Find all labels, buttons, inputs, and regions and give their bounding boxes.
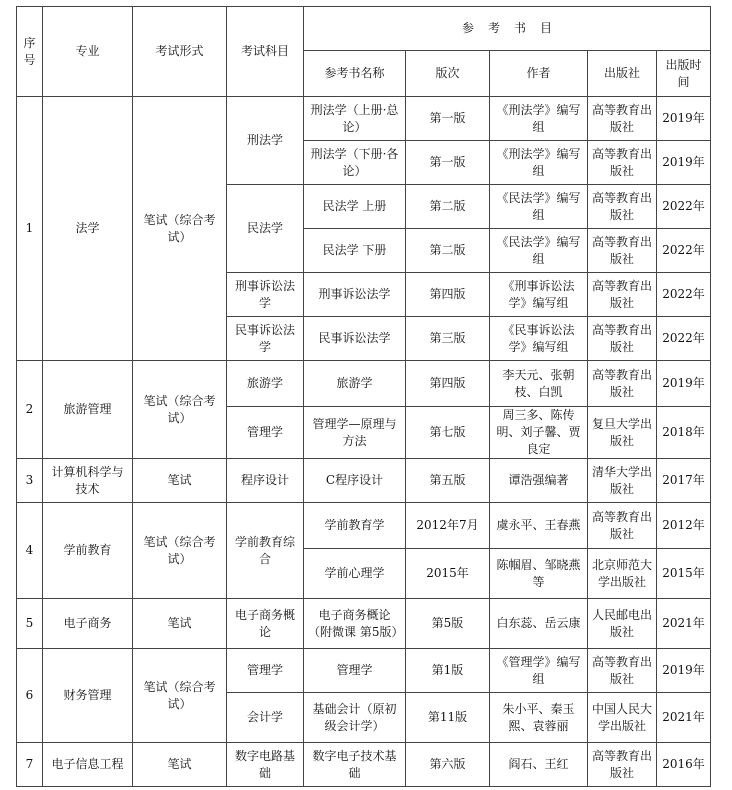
table-row: [17, 599, 711, 649]
year-cell: 2021年: [657, 599, 711, 649]
year-cell: 2022年: [657, 185, 711, 229]
book-name-cell: 民事诉讼法学: [304, 317, 406, 361]
subject-cell: 民事诉讼法学: [227, 317, 304, 361]
author-cell: 谭浩强编著: [490, 459, 588, 503]
publisher-cell: 北京师范大学出版社: [588, 549, 657, 599]
year-cell: 2012年: [657, 503, 711, 549]
publisher-cell: 中国人民大学出版社: [588, 693, 657, 743]
seq-cell: 7: [17, 743, 43, 787]
book-name-cell: 基础会计（原初级会计学）: [304, 693, 406, 743]
author-cell: 虞永平、王春燕: [490, 503, 588, 549]
subject-cell: 数字电路基础: [227, 743, 304, 787]
publisher-cell: 复旦大学出版社: [588, 407, 657, 459]
author-cell: 《民法学》编写组: [490, 229, 588, 273]
book-name-cell: 刑事诉讼法学: [304, 273, 406, 317]
publisher-cell: 高等教育出版社: [588, 317, 657, 361]
publisher-cell: 高等教育出版社: [588, 743, 657, 787]
seq-cell: 5: [17, 599, 43, 649]
publisher-cell: 高等教育出版社: [588, 141, 657, 185]
major-cell: 电子商务: [43, 599, 133, 649]
author-cell: 《民事诉讼法学》编写组: [490, 317, 588, 361]
publisher-cell: 高等教育出版社: [588, 649, 657, 693]
book-name-cell: 数字电子技术基础: [304, 743, 406, 787]
edition-cell: 第5版: [406, 599, 490, 649]
header-row: [17, 7, 711, 51]
publisher-cell: 高等教育出版社: [588, 229, 657, 273]
table-row: [17, 97, 711, 141]
author-cell: 《民法学》编写组: [490, 185, 588, 229]
edition-cell: 第七版: [406, 407, 490, 459]
exam-form-cell: 笔试（综合考试）: [133, 649, 227, 743]
table-row: [17, 361, 711, 407]
subject-cell: 电子商务概论: [227, 599, 304, 649]
author-cell: 陈帼眉、邹晓燕等: [490, 549, 588, 599]
year-cell: 2015年: [657, 549, 711, 599]
exam-form-cell: 笔试: [133, 743, 227, 787]
edition-cell: 第五版: [406, 459, 490, 503]
subject-cell: 民法学: [227, 185, 304, 273]
book-name-cell: 民法学 上册: [304, 185, 406, 229]
edition-cell: 第二版: [406, 229, 490, 273]
table-row: [17, 743, 711, 787]
year-cell: 2016年: [657, 743, 711, 787]
table-row: [17, 459, 711, 503]
publisher-cell: 高等教育出版社: [588, 185, 657, 229]
subject-cell: 程序设计: [227, 459, 304, 503]
book-name-cell: 刑法学（上册·总论）: [304, 97, 406, 141]
publisher-cell: 人民邮电出版社: [588, 599, 657, 649]
header-author: 作者: [490, 51, 588, 97]
exam-form-cell: 笔试（综合考试）: [133, 97, 227, 361]
publisher-cell: 清华大学出版社: [588, 459, 657, 503]
book-name-cell: 学前教育学: [304, 503, 406, 549]
author-cell: 白东蕊、岳云康: [490, 599, 588, 649]
header-pub-time: 出版时间: [657, 51, 711, 97]
exam-form-cell: 笔试: [133, 599, 227, 649]
seq-cell: 6: [17, 649, 43, 743]
header-books: 参考书目: [304, 7, 711, 51]
edition-cell: 第四版: [406, 361, 490, 407]
header-exam-form: 考试形式: [133, 7, 227, 97]
author-cell: 李天元、张朝枝、白凯: [490, 361, 588, 407]
publisher-cell: 高等教育出版社: [588, 361, 657, 407]
header-edition: 版次: [406, 51, 490, 97]
edition-cell: 第11版: [406, 693, 490, 743]
publisher-cell: 高等教育出版社: [588, 97, 657, 141]
reference-books-table: [16, 6, 711, 787]
major-cell: 财务管理: [43, 649, 133, 743]
year-cell: 2022年: [657, 273, 711, 317]
edition-cell: 第六版: [406, 743, 490, 787]
header-seq: 序号: [17, 7, 43, 97]
seq-cell: 3: [17, 459, 43, 503]
seq-cell: 4: [17, 503, 43, 599]
edition-cell: 第一版: [406, 141, 490, 185]
header-major: 专业: [43, 7, 133, 97]
year-cell: 2019年: [657, 361, 711, 407]
major-cell: 电子信息工程: [43, 743, 133, 787]
year-cell: 2019年: [657, 97, 711, 141]
book-name-cell: 旅游学: [304, 361, 406, 407]
author-cell: 《刑法学》编写组: [490, 141, 588, 185]
book-name-cell: 电子商务概论（附微课 第5版）: [304, 599, 406, 649]
year-cell: 2021年: [657, 693, 711, 743]
author-cell: 周三多、陈传明、刘子馨、贾良定: [490, 407, 588, 459]
book-name-cell: 民法学 下册: [304, 229, 406, 273]
subject-cell: 管理学: [227, 649, 304, 693]
year-cell: 2019年: [657, 649, 711, 693]
major-cell: 学前教育: [43, 503, 133, 599]
author-cell: 《管理学》编写组: [490, 649, 588, 693]
book-name-cell: 刑法学（下册·各论）: [304, 141, 406, 185]
subject-cell: 管理学: [227, 407, 304, 459]
edition-cell: 第三版: [406, 317, 490, 361]
seq-cell: 1: [17, 97, 43, 361]
table-row: [17, 649, 711, 693]
author-cell: 阎石、王红: [490, 743, 588, 787]
publisher-cell: 高等教育出版社: [588, 273, 657, 317]
subject-cell: 旅游学: [227, 361, 304, 407]
table-row: [17, 503, 711, 549]
edition-cell: 第一版: [406, 97, 490, 141]
exam-form-cell: 笔试（综合考试）: [133, 361, 227, 459]
year-cell: 2017年: [657, 459, 711, 503]
edition-cell: 第四版: [406, 273, 490, 317]
major-cell: 旅游管理: [43, 361, 133, 459]
year-cell: 2018年: [657, 407, 711, 459]
author-cell: 《刑事诉讼法学》编写组: [490, 273, 588, 317]
edition-cell: 第二版: [406, 185, 490, 229]
major-cell: 计算机科学与技术: [43, 459, 133, 503]
book-name-cell: 管理学: [304, 649, 406, 693]
author-cell: 《刑法学》编写组: [490, 97, 588, 141]
book-name-cell: 管理学—原理与方法: [304, 407, 406, 459]
seq-cell: 2: [17, 361, 43, 459]
header-publisher: 出版社: [588, 51, 657, 97]
year-cell: 2022年: [657, 229, 711, 273]
subject-cell: 刑法学: [227, 97, 304, 185]
year-cell: 2019年: [657, 141, 711, 185]
edition-cell: 第1版: [406, 649, 490, 693]
author-cell: 朱小平、秦玉熙、袁蓉丽: [490, 693, 588, 743]
year-cell: 2022年: [657, 317, 711, 361]
subject-cell: 会计学: [227, 693, 304, 743]
book-name-cell: 学前心理学: [304, 549, 406, 599]
publisher-cell: 高等教育出版社: [588, 503, 657, 549]
major-cell: 法学: [43, 97, 133, 361]
exam-form-cell: 笔试: [133, 459, 227, 503]
edition-cell: 2015年: [406, 549, 490, 599]
header-book-name: 参考书名称: [304, 51, 406, 97]
subject-cell: 刑事诉讼法学: [227, 273, 304, 317]
subject-cell: 学前教育综合: [227, 503, 304, 599]
exam-form-cell: 笔试（综合考试）: [133, 503, 227, 599]
book-name-cell: C程序设计: [304, 459, 406, 503]
edition-cell: 2012年7月: [406, 503, 490, 549]
header-subject: 考试科目: [227, 7, 304, 97]
